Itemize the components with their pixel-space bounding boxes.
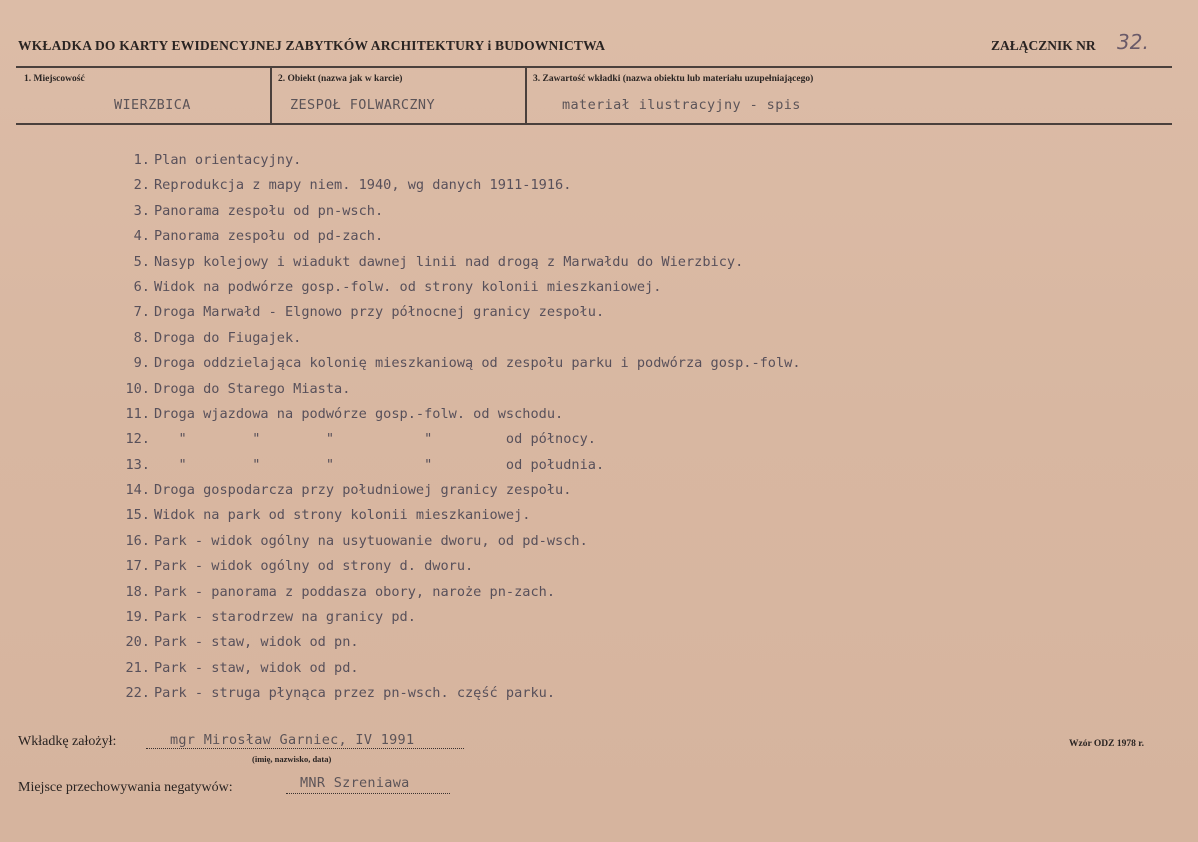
list-item xyxy=(118,554,801,579)
storage-label: Miejsce przechowywania negatywów: xyxy=(18,780,233,795)
storage-value: MNR Szreniawa xyxy=(300,775,410,791)
field-divider-2 xyxy=(525,68,527,123)
list-item-text: " " " " od północy. xyxy=(154,431,596,448)
list-item-number: 12. xyxy=(125,431,150,448)
list-item-number: 2. xyxy=(133,177,150,194)
list-item xyxy=(118,529,801,554)
header-rule-bottom xyxy=(16,123,1172,125)
form-model-label: Wzór ODZ 1978 r. xyxy=(1069,739,1144,749)
list-item-text: Droga wjazdowa na podwórze gosp.-folw. od wschodu. xyxy=(154,405,564,422)
field-locality-label: 1. Miejscowość xyxy=(24,74,85,84)
list-item-text: Widok na podwórze gosp.-folw. od strony kolonii mieszkaniowej. xyxy=(154,278,662,295)
list-item xyxy=(118,681,801,706)
list-item-number: 8. xyxy=(133,329,150,346)
list-item-text: Droga Marwałd - Elgnowo przy północnej granicy zespołu. xyxy=(154,304,605,321)
header-rule-top xyxy=(16,66,1172,68)
list-item xyxy=(118,300,801,325)
list-item-number: 17. xyxy=(125,558,150,575)
list-item-text: Plan orientacyjny. xyxy=(154,152,302,168)
list-item xyxy=(118,478,801,503)
author-value: mgr Mirosław Garniec, IV 1991 xyxy=(170,732,415,748)
annex-label: ZAŁĄCZNIK NR xyxy=(991,38,1096,53)
field-object-label: 2. Obiekt (nazwa jak w karcie) xyxy=(278,74,403,84)
list-item-number: 7. xyxy=(133,304,150,321)
list-item-text: " " " " od południa. xyxy=(154,456,605,473)
list-item-number: 15. xyxy=(125,507,150,524)
list-item xyxy=(118,630,801,655)
list-item-text: Nasyp kolejowy i wiadukt dawnej linii nad drogą z Marwałdu do Wierzbicy. xyxy=(154,253,744,270)
field-content-value: materiał ilustracyjny - spis xyxy=(562,97,801,113)
list-item xyxy=(118,402,801,427)
list-item-number: 4. xyxy=(133,228,150,245)
author-hint: (imię, nazwisko, data) xyxy=(252,754,332,764)
list-item-text: Reprodukcja z mapy niem. 1940, wg danych 1911-1916. xyxy=(154,177,572,194)
list-item-text: Park - staw, widok od pd. xyxy=(154,659,359,676)
list-item-number: 19. xyxy=(125,609,150,626)
list-item xyxy=(118,148,801,173)
list-item-text: Droga oddzielająca kolonię mieszkaniową od zespołu parku i podwórza gosp.-folw. xyxy=(154,355,801,372)
list-item xyxy=(118,199,801,224)
list-item-text: Park - starodrzew na granicy pd. xyxy=(154,609,416,626)
list-item xyxy=(118,377,801,402)
storage-dotted-line xyxy=(286,793,450,794)
list-item xyxy=(118,656,801,681)
list-item xyxy=(118,326,801,351)
list-item-text: Droga gospodarcza przy południowej granicy zespołu. xyxy=(154,482,572,499)
list-item xyxy=(118,427,801,452)
list-item-number: 13. xyxy=(125,456,150,473)
list-item-number: 11. xyxy=(125,405,150,422)
list-item-text: Park - struga płynąca przez pn-wsch. część parku. xyxy=(154,685,556,702)
list-item xyxy=(118,351,801,376)
author-dotted-line xyxy=(146,748,464,749)
list-item-text: Park - widok ogólny od strony d. dworu. xyxy=(154,558,474,575)
card-title: WKŁADKA DO KARTY EWIDENCYJNEJ ZABYTKÓW ARCHITEKTURY i BUDOWNICTWA xyxy=(18,38,606,53)
list-item xyxy=(118,503,801,528)
list-item-text: Panorama zespołu od pd-zach. xyxy=(154,228,384,245)
list-item-text: Park - staw, widok od pn. xyxy=(154,634,359,651)
author-label: Wkładkę założył: xyxy=(18,734,117,749)
list-item-number: 20. xyxy=(125,634,150,651)
list-item-number: 22. xyxy=(125,685,150,702)
list-item xyxy=(118,605,801,630)
list-item-number: 16. xyxy=(125,532,150,549)
list-item-number: 14. xyxy=(125,482,150,499)
annex-number: 32. xyxy=(1117,30,1149,54)
field-object-value: ZESPOŁ FOLWARCZNY xyxy=(290,97,435,113)
list-item-number: 6. xyxy=(133,278,150,295)
list-item xyxy=(118,453,801,478)
list-item xyxy=(118,224,801,249)
list-item-text: Widok na park od strony kolonii mieszkaniowej. xyxy=(154,507,531,524)
list-item-number: 1. xyxy=(133,152,150,168)
list-item xyxy=(118,173,801,198)
list-item-number: 18. xyxy=(125,583,150,600)
list-item xyxy=(118,580,801,605)
list-item-number: 5. xyxy=(133,253,150,270)
field-content-label: 3. Zawartość wkładki (nazwa obiektu lub materiału uzupełniającego) xyxy=(533,74,814,84)
field-divider-1 xyxy=(270,68,272,123)
list-item xyxy=(118,250,801,275)
field-locality-value: WIERZBICA xyxy=(114,97,191,113)
list-item xyxy=(118,275,801,300)
list-item-number: 21. xyxy=(125,659,150,676)
list-item-text: Panorama zespołu od pn-wsch. xyxy=(154,202,384,219)
list-item-text: Droga do Starego Miasta. xyxy=(154,380,351,397)
list-item-number: 3. xyxy=(133,202,150,219)
list-item-text: Park - panorama z poddasza obory, naroże pn-zach. xyxy=(154,583,556,600)
list-item-text: Droga do Fiugajek. xyxy=(154,329,302,346)
list-item-number: 10. xyxy=(125,380,150,397)
list-item-text: Park - widok ogólny na usytuowanie dworu, od pd-wsch. xyxy=(154,532,588,549)
list-item-number: 9. xyxy=(133,355,150,372)
illustration-list xyxy=(118,148,801,707)
